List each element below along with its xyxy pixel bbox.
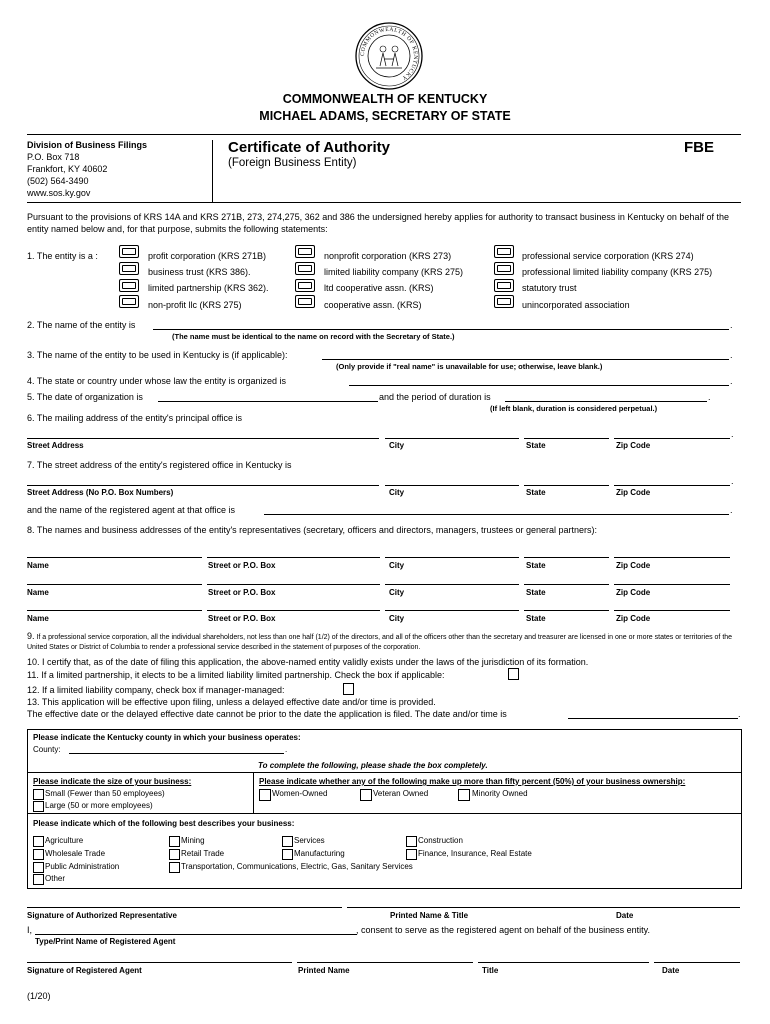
rep-city-field[interactable] [385, 610, 519, 611]
industry-checkbox[interactable] [282, 836, 293, 847]
secretary-title: MICHAEL ADAMS, SECRETARY OF STATE [259, 109, 511, 123]
industry-heading: Please indicate which of the following best describes your business: [33, 819, 295, 828]
agent-name-field[interactable] [35, 934, 357, 935]
agent-date-field[interactable] [654, 962, 740, 963]
date2-label: Date [662, 966, 680, 975]
county-field[interactable] [69, 753, 284, 754]
ownership-checkbox[interactable] [458, 789, 470, 801]
industry-checkbox[interactable] [33, 874, 44, 885]
industry-option: Other [45, 874, 66, 883]
duration-field[interactable] [505, 401, 707, 402]
entity-type-checkbox[interactable] [295, 245, 315, 258]
q8-label: 8. The names and business addresses of the entity's representatives (secretary, officers and directors, managers, trustees or general partners): [27, 525, 598, 535]
industry-option: Retail Trade [181, 849, 225, 858]
q10-text: 10. I certify that, as of the date of filing this application, the above-named entity validly exists under the laws of the jurisdiction of its formation. [27, 657, 589, 667]
entity-option: professional service corporation (KRS 274) [522, 251, 694, 261]
q5-label: 5. The date of organization is [27, 392, 143, 402]
mailing-street-field[interactable] [27, 438, 379, 439]
entity-option: professional limited liability company (KRS 275) [522, 267, 713, 277]
entity-option: profit corporation (KRS 271B) [148, 251, 267, 261]
mailing-state-field[interactable] [524, 438, 609, 439]
lllp-checkbox[interactable] [508, 668, 519, 680]
rep-street-label: Street or P.O. Box [208, 614, 276, 623]
addr-zip-label: Zip Code [616, 488, 651, 497]
i-label: I, [27, 925, 33, 935]
q5-mid: and the period of duration is [379, 392, 491, 402]
rep-zip-label: Zip Code [616, 561, 651, 570]
rep-zip-label: Zip Code [616, 588, 651, 597]
ownership-option: Veteran Owned [373, 789, 429, 798]
form-code: FBE [684, 139, 714, 156]
industry-option: Mining [181, 836, 205, 845]
entity-option: unincorporated association [522, 300, 630, 310]
rep-street-field[interactable] [207, 610, 380, 611]
entity-type-checkbox[interactable] [295, 295, 315, 308]
seal-text: COMMONWEALTH OF KENTUCKY [359, 26, 419, 82]
industry-checkbox[interactable] [406, 849, 417, 860]
entity-option: business trust (KRS 386). [148, 267, 251, 277]
industry-checkbox[interactable] [282, 849, 293, 860]
rep-name-label: Name [27, 614, 49, 623]
form-title: Certificate of Authority [228, 139, 390, 156]
rep-city-field[interactable] [385, 557, 519, 558]
industry-option: Manufacturing [294, 849, 345, 858]
addr-state-label: State [526, 488, 546, 497]
po-box: P.O. Box 718 [27, 152, 80, 162]
phone: (502) 564-3490 [27, 176, 89, 186]
industry-option: Wholesale Trade [45, 849, 106, 858]
ownership-checkbox[interactable] [360, 789, 372, 801]
entity-type-checkbox[interactable] [494, 295, 514, 308]
rep-street-label: Street or P.O. Box [208, 588, 276, 597]
printed-name-label: Printed Name [298, 966, 350, 975]
entity-option: limited liability company (KRS 275) [324, 267, 464, 277]
rep-state-field[interactable] [524, 584, 609, 585]
sig-agent-label: Signature of Registered Agent [27, 966, 142, 975]
q3-note: (Only provide if "real name" is unavailable for use; otherwise, leave blank.) [336, 362, 603, 371]
intro-text: Pursuant to the provisions of KRS 14A and KRS 271B, 273, 274,275, 362 and 386 the undersigned hereby applies for authority to transact business in Kentucky on behalf of the entity named below and, for that purpose, submits the following statements: [27, 212, 729, 234]
rep-state-field[interactable] [524, 610, 609, 611]
auth-printed-field[interactable] [347, 907, 740, 908]
q1-label: 1. The entity is a : [27, 251, 98, 261]
organization-date-field[interactable] [158, 401, 378, 402]
agent-title-field[interactable] [478, 962, 649, 963]
industry-checkbox[interactable] [33, 849, 44, 860]
q9-text: 9. If a professional service corporation, all the individual shareholders, not less than one half (1/2) of the directors, and all of the officers other than the secretary and treasurer are licensed in one or more states or territories of the United States or District of Columbia to render a professional service described in the statement of purposes of the corporation. [27, 631, 733, 651]
entity-type-checkbox[interactable] [295, 279, 315, 292]
registered-street-field[interactable] [27, 485, 379, 486]
addr-street-nopo-label: Street Address (No P.O. Box Numbers) [27, 488, 174, 497]
rep-street-field[interactable] [207, 584, 380, 585]
addr-zip-label: Zip Code [616, 441, 651, 450]
q2-label: 2. The name of the entity is [27, 320, 136, 330]
county-label: County: [33, 745, 61, 754]
entity-type-checkbox[interactable] [119, 279, 139, 292]
type-print-label: Type/Print Name of Registered Agent [35, 937, 176, 946]
q7-label: 7. The street address of the entity's registered office in Kentucky is [27, 460, 292, 470]
industry-option: Agriculture [45, 836, 84, 845]
entity-type-checkbox[interactable] [119, 262, 139, 275]
auth-signature-field[interactable] [27, 907, 342, 908]
industry-checkbox[interactable] [169, 862, 180, 873]
rep-city-label: City [389, 614, 405, 623]
entity-option: statutory trust [522, 283, 577, 293]
addr-state-label: State [526, 441, 546, 450]
ownership-heading: Please indicate whether any of the following make up more than fifty percent (50%) of your business ownership: [259, 777, 686, 786]
jurisdiction-field[interactable] [349, 385, 729, 386]
kentucky-name-field[interactable] [322, 359, 729, 360]
rep-zip-field[interactable] [614, 610, 730, 611]
rep-city-field[interactable] [385, 584, 519, 585]
q12-text: 12. If a limited liability company, check box if manager-managed: [27, 685, 285, 695]
industry-option: Transportation, Communications, Electric, Gas, Sanitary Services [181, 862, 413, 871]
auth-rep-label: Signature of Authorized Representative [27, 911, 177, 920]
entity-option: nonprofit corporation (KRS 273) [324, 251, 452, 261]
industry-option: Finance, Insurance, Real Estate [418, 849, 532, 858]
entity-type-checkbox[interactable] [119, 245, 139, 258]
rep-name-label: Name [27, 561, 49, 570]
agent-signature-field[interactable] [27, 962, 292, 963]
industry-option: Construction [418, 836, 463, 845]
industry-option: Public Administration [45, 862, 120, 871]
rep-state-field[interactable] [524, 557, 609, 558]
entity-type-checkbox[interactable] [119, 295, 139, 308]
entity-type-checkbox[interactable] [494, 262, 514, 275]
industry-checkbox[interactable] [33, 862, 44, 873]
state-seal [354, 21, 424, 91]
ownership-checkbox[interactable] [259, 789, 271, 801]
form-subtitle: (Foreign Business Entity) [228, 157, 357, 169]
size-checkbox[interactable] [33, 789, 44, 800]
size-option: Large (50 or more employees) [45, 801, 153, 810]
registered-agent-field[interactable] [264, 514, 729, 515]
entity-type-checkbox[interactable] [494, 245, 514, 258]
mailing-zip-field[interactable] [614, 438, 730, 439]
ownership-option: Minority Owned [472, 789, 528, 798]
date-label: Date [616, 911, 634, 920]
rep-name-field[interactable] [27, 610, 202, 611]
revision-footer: (1/20) [27, 991, 51, 1001]
q13-effective-text: The effective date or the delayed effective date cannot be prior to the date the application is filed. The date and/or time is [27, 709, 507, 719]
rep-state-label: State [526, 561, 546, 570]
industry-checkbox[interactable] [169, 836, 180, 847]
agent-printed-field[interactable] [297, 962, 473, 963]
industry-checkbox[interactable] [33, 836, 44, 847]
mailing-city-field[interactable] [385, 438, 519, 439]
industry-checkbox[interactable] [406, 836, 417, 847]
q3-label: 3. The name of the entity to be used in Kentucky is (if applicable): [27, 350, 288, 360]
entity-type-checkbox[interactable] [295, 262, 315, 275]
q2-note: (The name must be identical to the name on record with the Secretary of State.) [172, 332, 455, 341]
website: www.sos.ky.gov [27, 188, 91, 198]
rep-city-label: City [389, 561, 405, 570]
addr-city-label: City [389, 488, 405, 497]
rep-zip-label: Zip Code [616, 614, 651, 623]
effective-date-field[interactable] [568, 718, 738, 719]
industry-checkbox[interactable] [169, 849, 180, 860]
rep-street-field[interactable] [207, 557, 380, 558]
size-option: Small (Fewer than 50 employees) [45, 789, 165, 798]
registered-zip-field[interactable] [614, 485, 730, 486]
entity-name-field[interactable] [153, 329, 729, 330]
rep-zip-field[interactable] [614, 557, 730, 558]
manager-managed-checkbox[interactable] [343, 683, 354, 695]
rep-city-label: City [389, 588, 405, 597]
addr-city-label: City [389, 441, 405, 450]
q4-label: 4. The state or country under whose law the entity is organized is [27, 376, 286, 386]
agent-line-label: and the name of the registered agent at that office is [27, 505, 235, 515]
size-checkbox[interactable] [33, 801, 44, 812]
q6-label: 6. The mailing address of the entity's principal office is [27, 413, 242, 423]
city-zip: Frankfort, KY 40602 [27, 164, 108, 174]
addr-street-label: Street Address [27, 441, 84, 450]
entity-option: ltd cooperative assn. (KRS) [324, 283, 434, 293]
entity-option: non-profit llc (KRS 275) [148, 300, 242, 310]
q5-note: (If left blank, duration is considered perpetual.) [490, 404, 658, 413]
entity-option: cooperative assn. (KRS) [324, 300, 422, 310]
rep-name-field[interactable] [27, 584, 202, 585]
rep-name-field[interactable] [27, 557, 202, 558]
size-heading: Please indicate the size of your business: [33, 777, 192, 786]
division-name: Division of Business Filings [27, 140, 148, 150]
consent-text: , consent to serve as the registered agent on behalf of the business entity. [356, 925, 651, 935]
county-heading: Please indicate the Kentucky county in which your business operates: [33, 733, 301, 742]
shade-note: To complete the following, please shade the box completely. [258, 761, 488, 770]
entity-option: limited partnership (KRS 362). [148, 283, 269, 293]
ownership-option: Women-Owned [272, 789, 328, 798]
registered-state-field[interactable] [524, 485, 609, 486]
rep-zip-field[interactable] [614, 584, 730, 585]
rep-name-label: Name [27, 588, 49, 597]
q13-text: 13. This application will be effective upon filing, unless a delayed effective date and/or time is provided. [27, 697, 436, 707]
printed-title-label: Printed Name & Title [390, 911, 469, 920]
q11-text: 11. If a limited partnership, it elects to be a limited liability limited partnership. Check the box if applicable: [27, 670, 445, 680]
entity-type-checkbox[interactable] [494, 279, 514, 292]
rep-state-label: State [526, 614, 546, 623]
commonwealth-title: COMMONWEALTH OF KENTUCKY [282, 92, 488, 106]
registered-city-field[interactable] [385, 485, 519, 486]
title-label: Title [482, 966, 499, 975]
industry-option: Services [294, 836, 325, 845]
rep-state-label: State [526, 588, 546, 597]
rep-street-label: Street or P.O. Box [208, 561, 276, 570]
